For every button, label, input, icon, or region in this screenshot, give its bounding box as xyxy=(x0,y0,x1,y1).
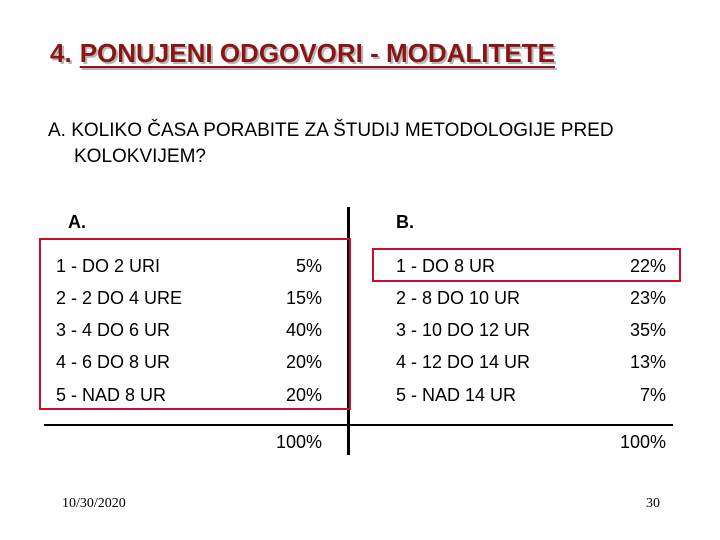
row-b-1-label: 1 - DO 8 UR xyxy=(396,256,496,276)
row-b-4-label: 4 - 12 DO 14 UR xyxy=(396,352,531,372)
footer-date: 10/30/2020 xyxy=(62,496,126,511)
row-a-4-label: 4 - 6 DO 8 UR xyxy=(56,352,171,372)
question-line-1: A. KOLIKO ČASA PORABITE ZA ŠTUDIJ METODOLOGIJE PRED xyxy=(48,120,614,141)
title-text: PONUJENI ODGOVORI - MODALITETE xyxy=(79,38,555,68)
row-a-1-label: 1 - DO 2 URI xyxy=(56,256,161,276)
total-b: 100% xyxy=(619,432,666,452)
total-a: 100% xyxy=(275,432,322,452)
row-b-5-percent: 7% xyxy=(639,385,666,405)
title-number: 4. xyxy=(50,38,72,68)
row-b-2-label: 2 - 8 DO 10 UR xyxy=(396,288,521,308)
row-a-3-percent: 40% xyxy=(285,320,322,340)
question-text xyxy=(48,118,688,170)
row-b-5-label: 5 - NAD 14 UR xyxy=(396,385,517,405)
row-a-2-percent: 15% xyxy=(285,288,322,308)
row-a-2-label: 2 - 2 DO 4 URE xyxy=(56,288,183,308)
row-b-1-percent: 22% xyxy=(629,256,666,276)
total-divider xyxy=(44,424,673,426)
column-header-a: A. xyxy=(68,212,86,232)
row-b-2-percent: 23% xyxy=(629,288,666,308)
row-a-5-percent: 20% xyxy=(285,385,322,405)
footer-page-number: 30 xyxy=(646,496,660,511)
row-a-1-percent: 5% xyxy=(295,256,322,276)
question-line-2: KOLOKVIJEM? xyxy=(74,146,206,167)
row-b-3-label: 3 - 10 DO 12 UR xyxy=(396,320,531,340)
column-header-b: B. xyxy=(396,212,414,232)
row-b-4-percent: 13% xyxy=(629,352,666,372)
row-a-3-label: 3 - 4 DO 6 UR xyxy=(56,320,171,340)
row-b-3-percent: 35% xyxy=(629,320,666,340)
slide-title xyxy=(50,38,555,69)
row-a-4-percent: 20% xyxy=(285,352,322,372)
row-a-5-label: 5 - NAD 8 UR xyxy=(56,385,167,405)
